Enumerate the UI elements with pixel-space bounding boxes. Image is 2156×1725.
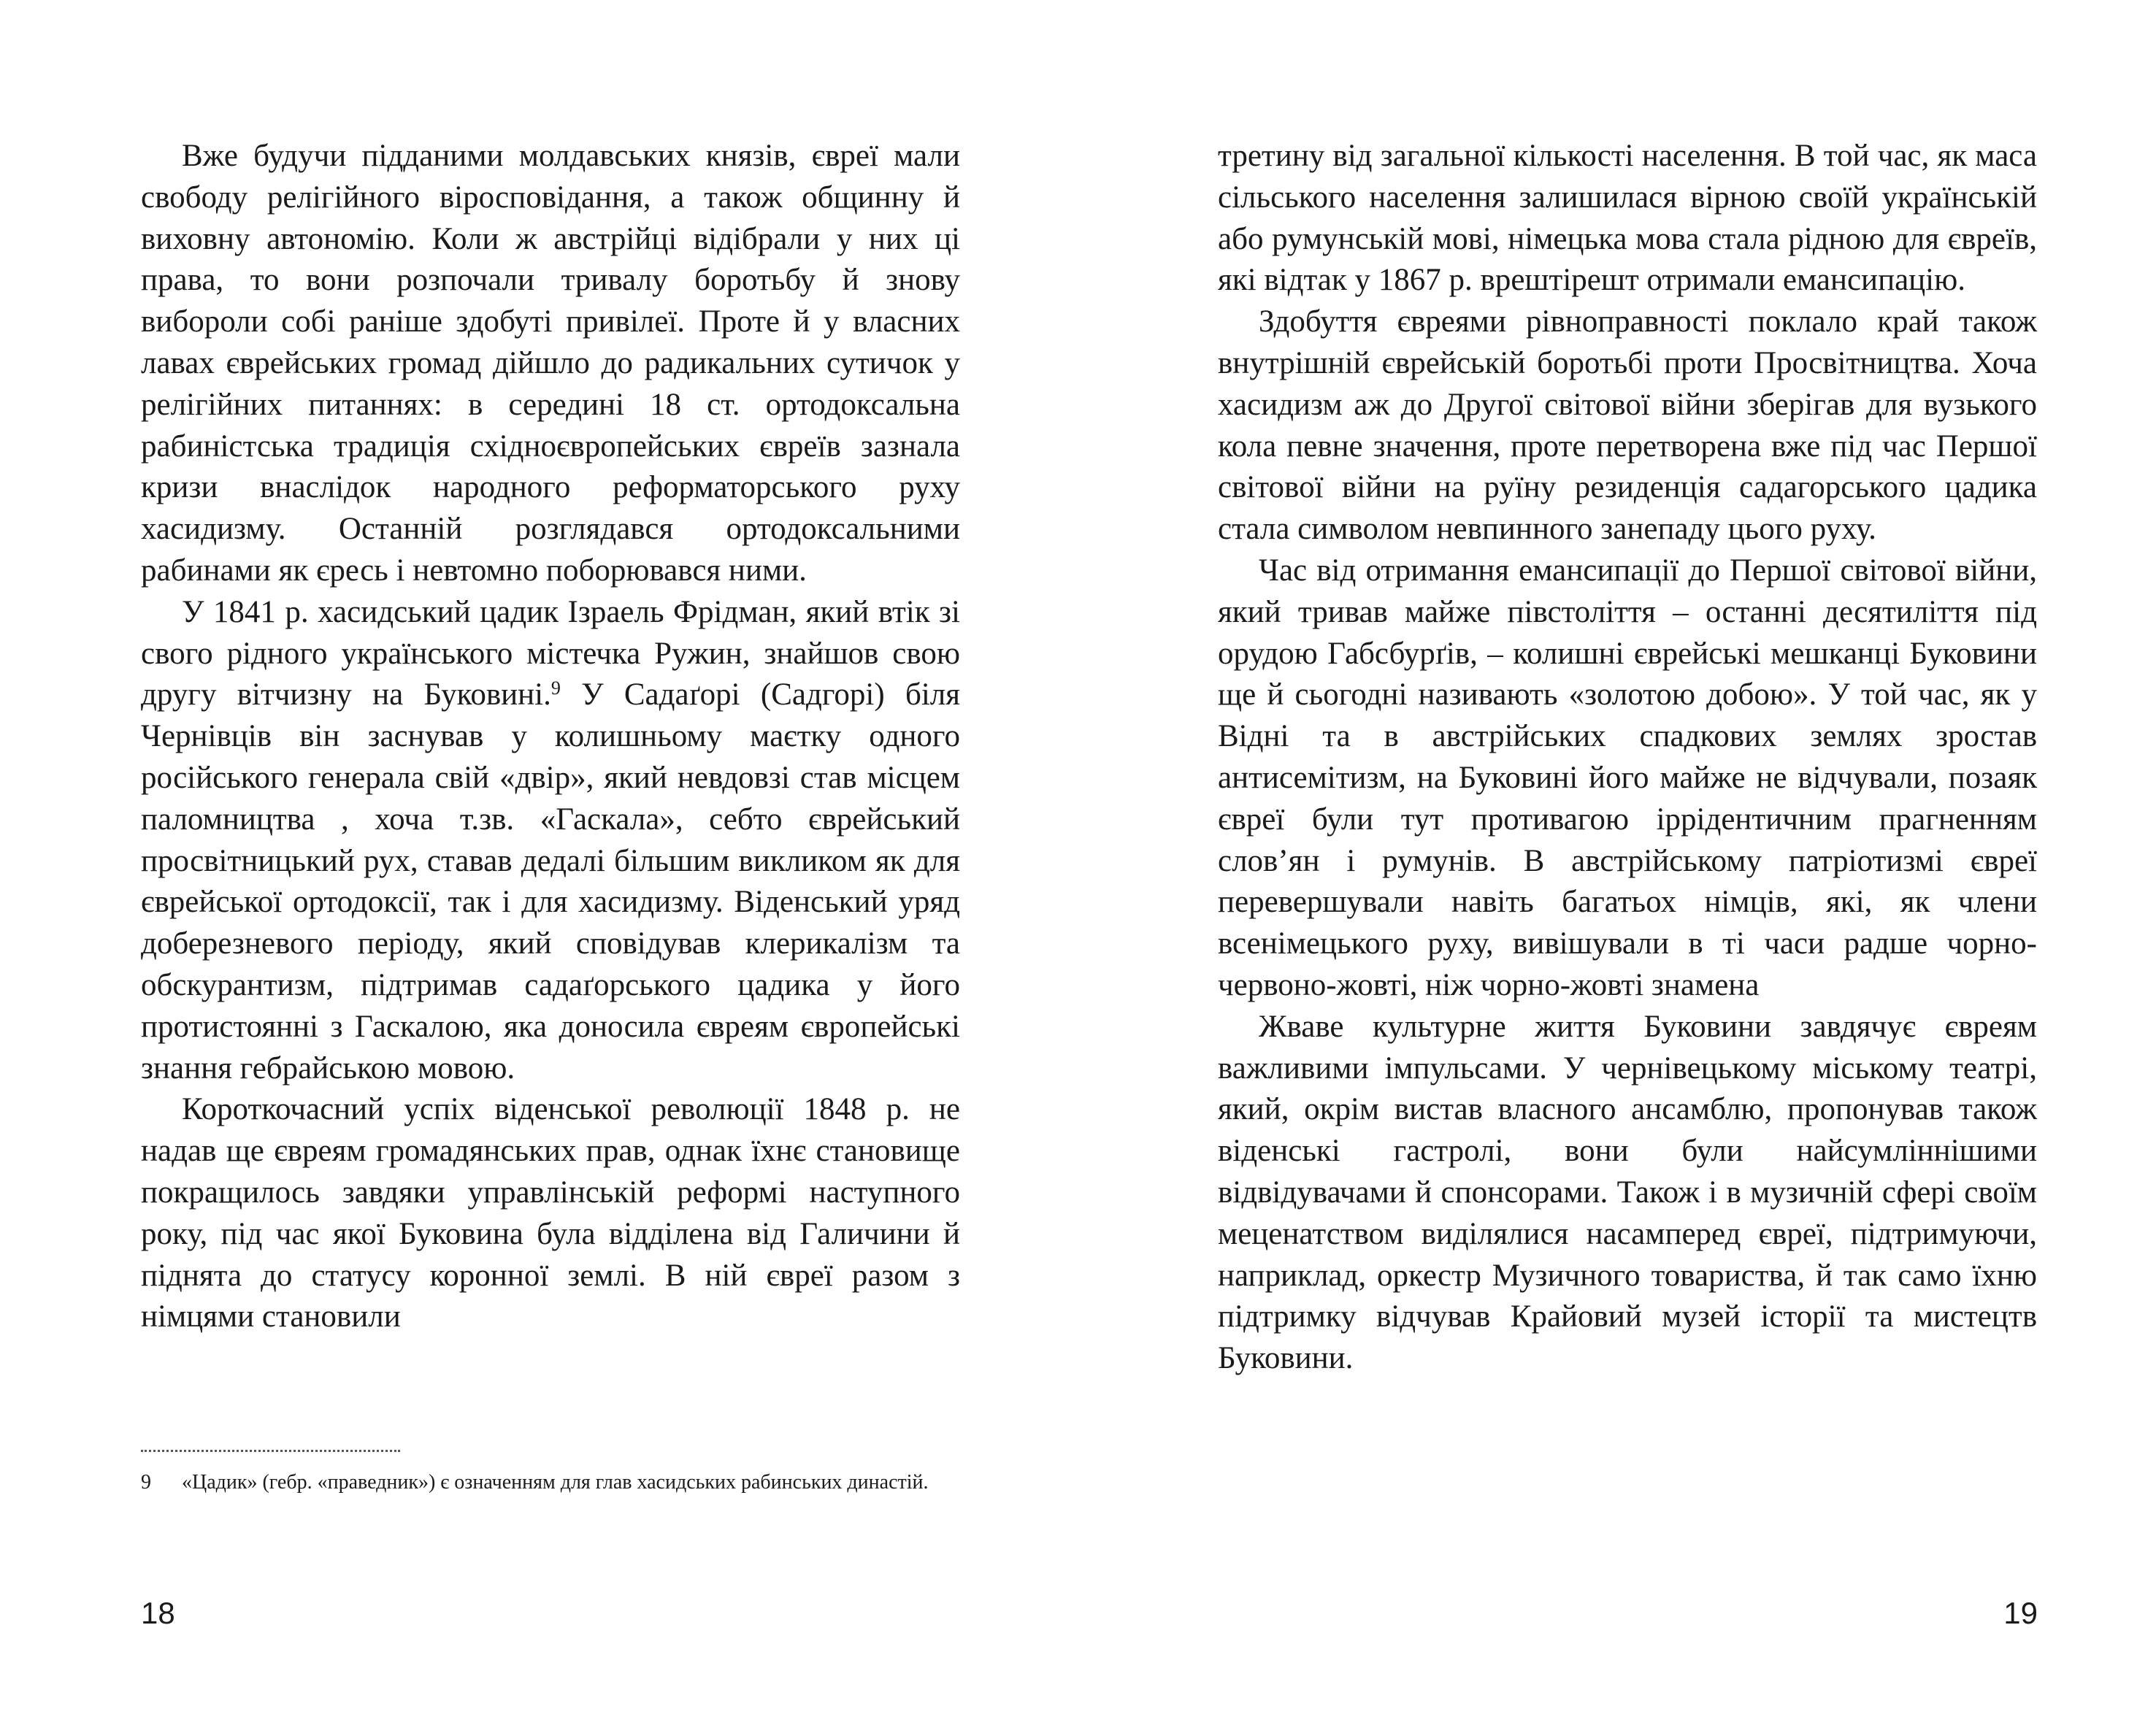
- page-number-left: 18: [141, 1596, 175, 1630]
- paragraph-3: Короткочасний успіх віденської революції 1848 р. не надав ще євреям громадянських прав, однак їхнє становище покращилось завдяки управлінській реформі наступного року, під час якої Буковина була відділена від Галичини й піднята до статусу коронної землі. В ній євреї разом з німцями становили: [141, 1092, 960, 1334]
- paragraph-continuation: третину від загальної кількості населення. В той час, як маса сільського населення залишилася вірною своїй українській або румунській мові, німецька мова стала рідною для євреїв, які відтак у 1867 р. врештірешт отримали емансипацію.: [1218, 139, 2037, 298]
- left-page-body: [141, 136, 960, 1338]
- right-page-body: [1218, 136, 2037, 1380]
- footnote-divider: [141, 1450, 400, 1452]
- paragraph-6: Жваве культурне життя Буковини завдячує євреям важливими імпульсами. У чернівецькому міському театрі, який, окрім вистав власного ансамблю, пропонував також віденські гастролі, вони були найсумліннішими відвідувачами й спонсорами. Також і в музичній сфері своїм меценатством виділялися насамперед євреї, підтримуючи, наприклад, оркестр Музичного товариства, й так само їхню підтримку відчував Крайовий музей історії та мистецтв Буковини.: [1218, 1009, 2037, 1376]
- footnote-number: 9: [141, 1471, 151, 1494]
- footnote-reference[interactable]: 9: [550, 677, 561, 699]
- footnote-text: «Цадик» (гебр. «праведник») є означенням для глав хасидських рабинських династій.: [182, 1471, 929, 1494]
- page-number-right: 19: [2003, 1596, 2038, 1630]
- paragraph-2-text-b: У Садаґорі (Садгорі) біля Чернівців він заснував у колишньому маєтку одного російського генерала свій «двір», який невдовзі став місцем паломництва , хоча т.зв. «Гаскала», себто єврейський просвітницький рух, ставав дедалі більшим викликом як для єврейської ортодоксії, так і для хасидизму. Віденський уряд доберезневого періоду, який сповідував клерикалізм та обскурантизм, підтримав садаґорського цадика у його протистоянні з Гаскалою, яка доносила євреям європейські знання гебрайською мовою.: [141, 677, 961, 1086]
- paragraph-4: Здобуття євреями рівноправності поклало край також внутрішній єврейській боротьбі проти Просвітництва. Хоча хасидизм аж до Другої світової війни зберігав для вузького кола певне значення, проте перетворена вже під час Першої світової війни на руїну резиденція садагорського цадика стала символом невпинного занепаду цього руху.: [1218, 304, 2037, 547]
- paragraph-1: Вже будучи підданими молдавських князів, євреї мали свободу релігійного віросповідання, а також общинну й виховну автономію. Коли ж австрійці відібрали у них ці права, то вони розпочали тривалу боротьбу й знову вибороли собі раніше здобуті привілеї. Проте й у власних лавах єврейських громад дійшло до радикальних сутичок у релігійних питаннях: в середині 18 ст. ортодоксальна рабиністська традиція східноєвропейських євреїв зазнала кризи внаслідок народного реформаторського руху хасидизму. Останній розглядався ортодоксальними рабинами як єресь і невтомно поборювався ними.: [141, 139, 960, 588]
- paragraph-5: Час від отримання емансипації до Першої світової війни, який тривав майже півстоліття – останні десятиліття під орудою Габсбурґів, – колишні єврейські мешканці Буковини ще й сьогодні називають «золотою добою». У той час, як у Відні та в австрійських спадкових землях зростав антисемітизм, на Буковині його майже не відчували, позаяк євреї були тут противагою іррідентичним прагненням слов’ян і румунів. В австрійському патріотизмі євреї перевершували навіть багатьох німців, які, як члени всенімецького руху, вивішували в ті часи радше чорно-червоно-жовті, ніж чорно-жовті знамена: [1218, 553, 2037, 1002]
- paragraph-2: [141, 592, 960, 1090]
- right-page: [1078, 0, 2156, 1725]
- footnote: [141, 1467, 960, 1498]
- paragraph-2-text-a: У 1841 р. хасидський цадик Ізраель Фрідман, який втік зі свого рідного українського містечка Ружин, знайшов свою другу вітчизну на Буковині.: [141, 594, 960, 712]
